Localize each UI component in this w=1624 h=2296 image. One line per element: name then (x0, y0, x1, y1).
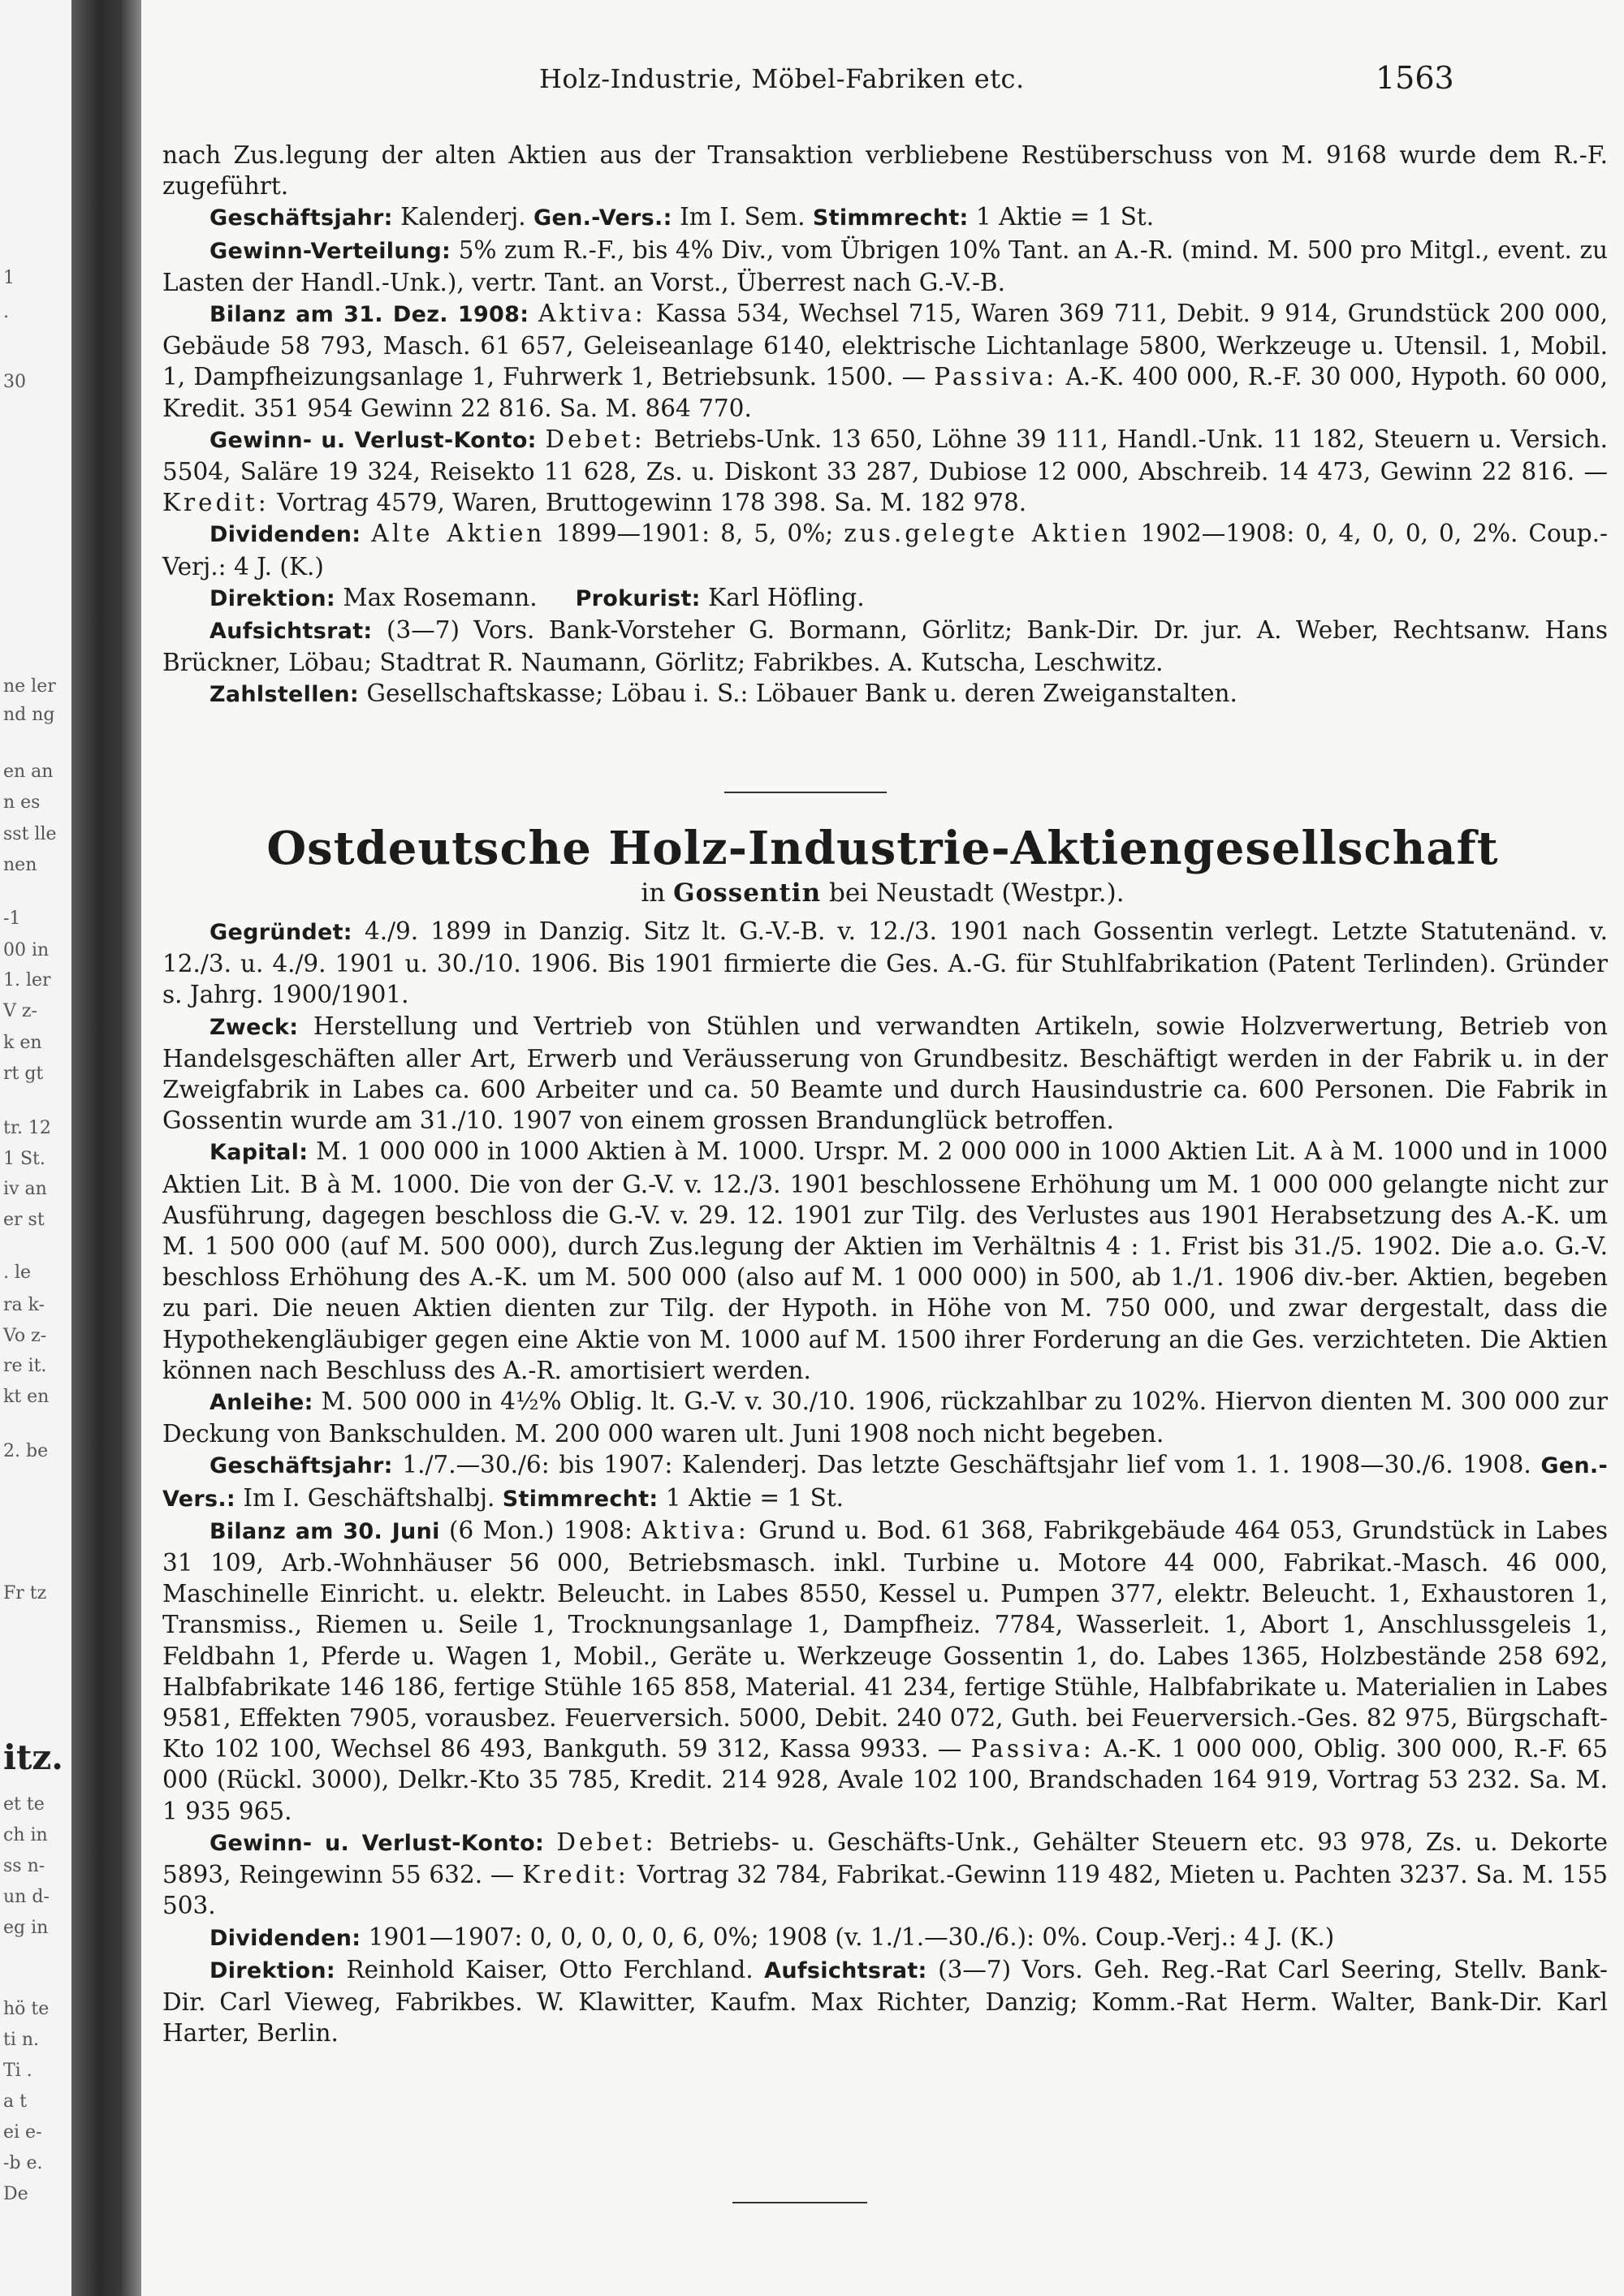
margin-fragment: ti n. (3, 2030, 40, 2050)
margin-fragment: iv an (3, 1179, 47, 1199)
margin-fragment: V z- (3, 1001, 37, 1021)
margin-fragment: 2. be (3, 1441, 49, 1461)
margin-fragment: 00 in (3, 940, 50, 960)
margin-fragment: a t (3, 2091, 27, 2112)
gegruendet-entry: Gegründet: 4./9. 1899 in Danzig. Sitz lt. G.-V.-B. v. 12./3. 1901 nach Gossentin verlegt. Letzte Statutenänd. v. 12./3. u. 4./9. 1901 u. 30./10. 1906. Bis 1901 firmierte die Ges. A.-G. für Stuhlfabrikation (Patent Terlinden). Gründer s. Jahrg. 1900/1901. (162, 917, 1608, 1009)
page-header (141, 60, 1624, 104)
company-title: Ostdeutsche Holz-Industrie-Aktiengesellschaft (266, 822, 1499, 875)
margin-fragment: ch in (3, 1825, 48, 1845)
margin-fragment: sst lle (3, 824, 57, 844)
margin-fragment: un d- (3, 1887, 50, 1907)
direktion-entry: Direktion: Max Rosemann. Prokurist: Karl Höfling. (209, 583, 865, 611)
margin-fragment: ss n- (3, 1856, 45, 1876)
margin-fragment: kt en (3, 1387, 50, 1407)
entry-section-1 (162, 140, 1608, 711)
direktion-entry: Direktion: Reinhold Kaiser, Otto Ferchland. Aufsichtsrat: (3—7) Vors. Geh. Reg.-Rat Carl Seering, Stellv. Bank-Dir. Carl Vieweg, Fabrikbes. W. Klawitter, Kaufm. Max Richter, Danzig; Komm.-Rat Herm. Walter, Bank-Dir. Karl Harter, Berlin. (162, 1955, 1608, 2048)
geschaeftsjahr-entry: Geschäftsjahr: Kalenderj. Gen.-Vers.: Im I. Sem. Stimmrecht: 1 Aktie = 1 St. (209, 203, 1155, 231)
dividenden-entry: Dividenden: Alte Aktien 1899—1901: 8, 5, 0%; zus.gelegte Aktien 1902—1908: 0, 4, 0, 0, 0, 2%. Coup.-Verj.: 4 J. (K.) (162, 520, 1608, 580)
margin-fragment: itz. (3, 1737, 63, 1777)
anleihe-entry: Anleihe: M. 500 000 in 4½% Oblig. lt. G.-V. v. 30./10. 1906, rückzahlbar zu 102%. Hiervon dienten M. 300 000 zur Deckung von Bankschulden. M. 200 000 waren ult. Juni 1908 noch nicht begeben. (162, 1388, 1608, 1448)
margin-fragment: Fr tz (3, 1583, 47, 1603)
dividenden-entry: Dividenden: 1901—1907: 0, 0, 0, 0, 0, 6, 0%; 1908 (v. 1./1.—30./6.): 0%. Coup.-Verj.: 4 J. (K.) (209, 1923, 1335, 1951)
margin-fragment: Vo z- (3, 1326, 47, 1346)
margin-fragment: . le (3, 1262, 32, 1283)
margin-fragment: nen (3, 855, 37, 875)
margin-fragment: ra k- (3, 1295, 45, 1315)
margin-fragment: eg in (3, 1918, 49, 1938)
zweck-entry: Zweck: Herstellung und Vertrieb von Stühlen und verwandten Artikeln, sowie Holzverwertung, Betrieb von Handelsgeschäften aller Art, Erwerb und Veräusserung von Grundbesitz. Beschäftigt werden in der Fabrik u. in der Zweigfabrik in Labes ca. 600 Arbeiter und ca. 50 Beamte und durch Hausindustrie ca. 600 Personen. Die Fabrik in Gossentin wurde am 31./10. 1907 von einem grossen Brandunglück betroffen. (162, 1012, 1608, 1135)
margin-fragment: k en (3, 1033, 42, 1053)
margin-fragment: -1 (3, 908, 21, 929)
geschaeftsjahr-entry: Geschäftsjahr: 1./7.—30./6: bis 1907: Kalenderj. Das letzte Geschäftsjahr lief vom 1. 1. 1908—30./6. 1908. Gen.-Vers.: Im I. Geschäftshalbj. Stimmrecht: 1 Aktie = 1 St. (162, 1451, 1608, 1512)
margin-fragment: Ti . (3, 2061, 32, 2081)
margin-fragment: er st (3, 1210, 45, 1230)
margin-fragment: hö te (3, 1999, 50, 2019)
margin-fragment: 1. ler (3, 970, 51, 990)
margin-fragment: rt gt (3, 1064, 44, 1084)
margin-fragment: nd ng (3, 705, 55, 725)
kapital-entry: Kapital: M. 1 000 000 in 1000 Aktien à M. 1000. Urspr. M. 2 000 000 in 1000 Aktien Lit. A à M. 1000 und in 1000 Aktien Lit. B à M. 1000. Die von der G.-V. v. 12./3. 1901 beschlossene Erhöhung um M. 1 000 000 gelangte nicht zur Ausführung, dagegen beschloss die G.-V. v. 29. 12. 1901 zur Tilg. des Verlustes aus 1901 Herabsetzung des A.-K. um M. 1 500 000 (auf M. 500 000), durch Zus.legung der Aktien im Verhältnis 4 : 1. Frist bis 31./5. 1902. Die a.o. G.-V. beschloss Erhöhung des A.-K. um M. 500 000 (also auf M. 1 000 000) in 500, ab 1./1. 1906 div.-ber. Aktien, begeben zu pari. Die neuen Aktien dienten zur Tilg. der Hypoth. in Höhe von M. 750 000, und zwar dergestalt, dass die Hypothekengläubiger gegen eine Aktie von M. 1000 auf M. 1500 ihrer Forderung an die Ges. verzichteten. Die Aktien können nach Beschluss des A.-R. amortisiert werden. (162, 1137, 1608, 1384)
gewinnverteilung-entry: Gewinn-Verteilung: 5% zum R.-F., bis 4% Div., vom Übrigen 10% Tant. an A.-R. (mind. M. 500 pro Mitgl., event. zu Lasten der Handl.-Unk.), vertr. Tant. an Vorst., Überrest nach G.-V.-B. (162, 235, 1608, 296)
intro-paragraph: nach Zus.legung der alten Aktien aus der Transaktion verbliebene Restüberschuss von M. 9168 wurde dem R.-F. zugeführt. (162, 141, 1608, 201)
margin-fragment: et te (3, 1794, 45, 1815)
margin-fragment: 30 (3, 372, 26, 392)
running-head: Holz-Industrie, Möbel-Fabriken etc. (539, 63, 1025, 94)
margin-fragment: en an (3, 762, 54, 782)
margin-fragment: -b e. (3, 2153, 43, 2173)
entry-section-2 (162, 916, 1608, 2048)
page-number: 1563 (1376, 60, 1454, 96)
margin-fragment: 1 (3, 268, 15, 288)
book-binding-shadow (71, 0, 141, 2296)
document-page (141, 0, 1624, 2296)
margin-fragment: re it. (3, 1356, 47, 1376)
bilanz-entry: Bilanz am 30. Juni (6 Mon.) 1908: Aktiva: Grund u. Bod. 61 368, Fabrikgebäude 464 053, Grundstück in Labes 31 109, Arb.-Wohnhäuser 56 000, Betriebsmasch. inkl. Turbine u. Motore 44 000, Fabrikat.-Masch. 46 000, Maschinelle Einricht. u. elektr. Beleucht. in Labes 8550, Kessel u. Pumpen 377, elektr. Beleucht. 1, Exhaustoren 1, Transmiss., Riemen u. Seile 1, Trocknungsanlage 1, Dampfheiz. 7784, Wasserleit. 1, Abort 1, Anschlussgeleis 1, Feldbahn 1, Pferde u. Wagen 1, Mobil., Geräte u. Werkzeuge Gossentin 1, do. Labes 1365, Holzbestände 258 692, Halbfabrikate 146 186, fertige Stühle 165 858, Material. 41 234, fertige Stühle, Halbfabrikate u. Materialien in Labes 9581, Effekten 7905, vorausbez. Feuerversich. 5000, Debit. 240 072, Guth. bei Feuerversich.-Ges. 82 975, Bürgschaft-Kto 102 100, Wechsel 86 493, Bankguth. 59 312, Kassa 9933. — Passiva: A.-K. 1 000 000, Oblig. 300 000, R.-F. 65 000 (Rückl. 3000), Delkr.-Kto 35 785, Kredit. 214 928, Avale 102 100, Brandschaden 164 919, Vortrag 53 232. Sa. M. 1 935 965. (162, 1516, 1608, 1825)
margin-fragment: De (3, 2184, 28, 2204)
aufsichtsrat-entry: Aufsichtsrat: (3—7) Vors. Bank-Vorsteher G. Bormann, Görlitz; Bank-Dir. Dr. jur. A. Weber, Rechtsanw. Hans Brückner, Löbau; Stadtrat R. Naumann, Görlitz; Fabrikbes. A. Kutscha, Leschwitz. (162, 616, 1608, 677)
margin-fragment: ne ler (3, 676, 56, 697)
bilanz-entry: Bilanz am 31. Dez. 1908: Aktiva: Kassa 534, Wechsel 715, Waren 369 711, Debit. 9 914, Grundstück 200 000, Gebäude 58 793, Masch. 61 657, Geleiseanlage 6140, elektrische Lichtanlage 5800, Werkzeuge u. Utensil. 1, Mobil. 1, Dampfheizungsanlage 1, Fuhrwerk 1, Betriebsunk. 1500. — Passiva: A.-K. 400 000, R.-F. 30 000, Hypoth. 60 000, Kredit. 351 954 Gewinn 22 816. Sa. M. 864 770. (162, 300, 1608, 422)
adjacent-page-margin (0, 0, 71, 2296)
margin-fragment: ei e- (3, 2122, 42, 2143)
zahlstellen-entry: Zahlstellen: Gesellschaftskasse; Löbau i. S.: Löbauer Bank u. deren Zweiganstalten. (209, 680, 1237, 708)
margin-fragment: . (3, 302, 9, 322)
margin-fragment: tr. 12 (3, 1118, 51, 1138)
guv-entry: Gewinn- u. Verlust-Konto: Debet: Betriebs-Unk. 13 650, Löhne 39 111, Handl.-Unk. 11 182, Steuern u. Versich. 5504, Saläre 19 324, Reisekto 11 628, Zs. u. Diskont 33 287, Dubiose 12 000, Abschreib. 14 473, Gewinn 22 816. — Kredit: Vortrag 4579, Waren, Bruttogewinn 178 398. Sa. M. 182 978. (162, 425, 1608, 517)
section-divider (724, 792, 887, 793)
section-divider (732, 2202, 867, 2203)
margin-fragment: 1 St. (3, 1149, 45, 1169)
margin-fragment: n es (3, 792, 41, 813)
company-location: in Gossentin bei Neustadt (Westpr.). (641, 878, 1125, 908)
guv-entry: Gewinn- u. Verlust-Konto: Debet: Betriebs- u. Geschäfts-Unk., Gehälter Steuern etc. 93 978, Zs. u. Dekorte 5893, Reingewinn 55 632. — Kredit: Vortrag 32 784, Fabrikat.-Gewinn 119 482, Mieten u. Pachten 3237. Sa. M. 155 503. (162, 1828, 1608, 1920)
